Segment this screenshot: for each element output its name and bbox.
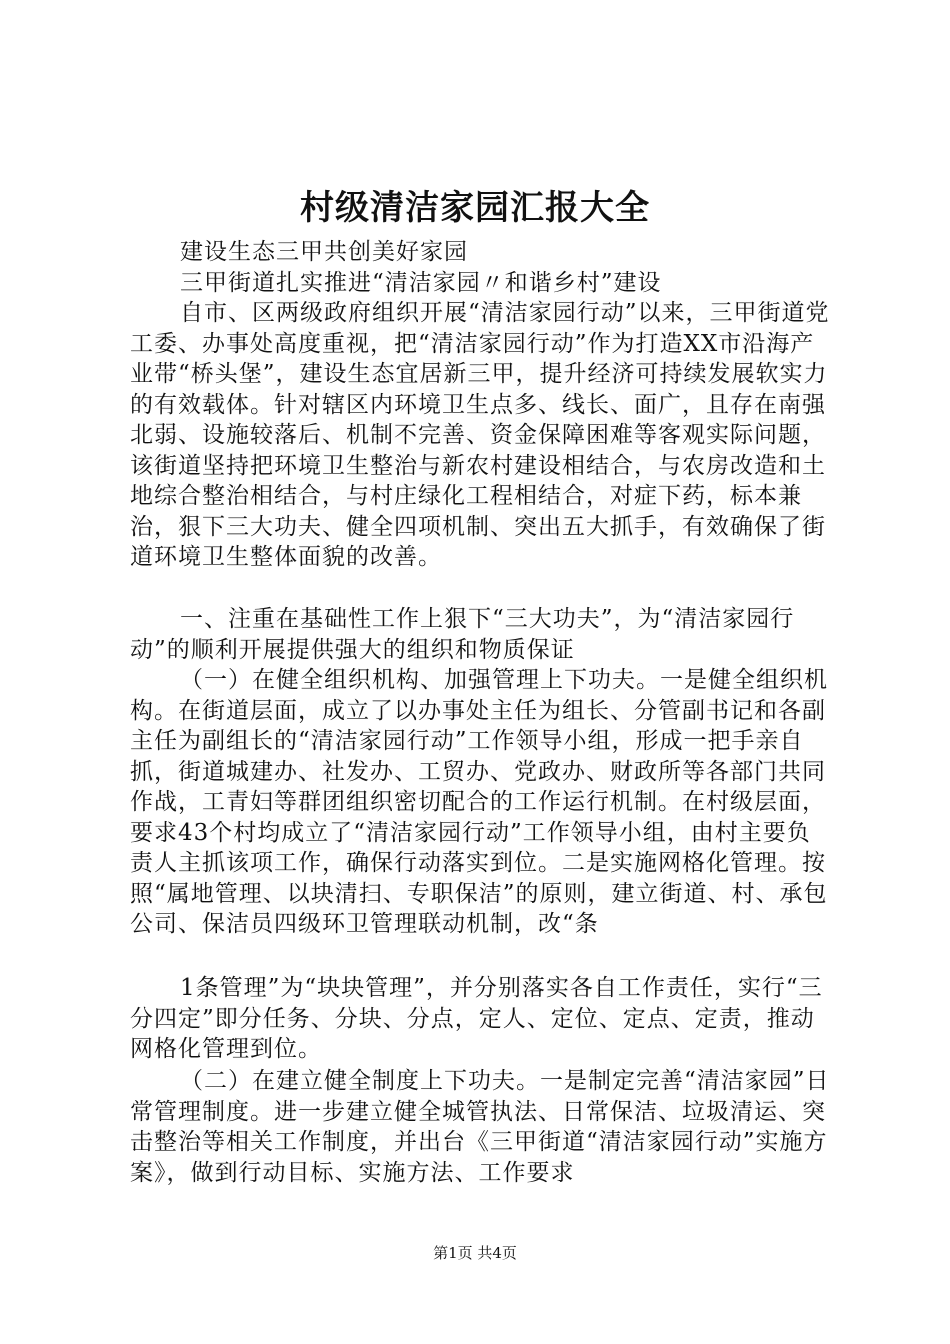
document-title: 村级清洁家园汇报大全 [300, 188, 650, 228]
page-number-footer: 第1页 共4页 [433, 1244, 517, 1262]
section-heading-1: 一、注重在基础性工作上狠下“三大功夫”，为“清洁家园行动”的顺利开展提供强大的组织和物质保证 [130, 606, 795, 663]
subsection-1-paragraph: （一）在健全组织机构、加强管理上下功夫。一是健全组织机构。在街道层面，成立了以办事处主任为组长、分管副书记和各副主任为副组长的“清洁家园行动”工作领导小组，形成一把手亲自抓，街道城建办、社发办、工贸办、党政办、财政所等各部门共同作战，工青妇等群团组织密切配合的工作运行机制。在村级层面，要求43个村均成立了“清洁家园行动”工作领导小组，由村主要负责人主抓该项工作，确保行动落实到位。二是实施网格化管理。按照“属地管理、以块清扫、专职保洁”的原则，建立街道、村、承包公司、保洁员四级环卫管理联动机制，改“条 [130, 667, 828, 937]
continuation-paragraph: 1条管理”为“块块管理”，并分别落实各自工作责任，实行“三分四定”即分任务、分块、分点，定人、定位、定点、定责，推动网格化管理到位。 [130, 975, 823, 1062]
intro-paragraph: 自市、区两级政府组织开展“清洁家园行动”以来，三甲街道党工委、办事处高度重视，把“清洁家园行动”作为打造XX市沿海产业带“桥头堡”，建设生态宜居新三甲，提升经济可持续发展软实力的有效载体。针对辖区内环境卫生点多、线长、面广，且存在南强北弱、设施较落后、机制不完善、资金保障困难等客观实际问题，该街道坚持把环境卫生整治与新农村建设相结合，与农房改造和土地综合整治相结合，与村庄绿化工程相结合，对症下药，标本兼治，狠下三大功夫、健全四项机制、突出五大抓手，有效确保了街道环境卫生整体面貌的改善。 [130, 300, 830, 570]
subtitle-line-1: 建设生态三甲共创美好家园 [180, 239, 468, 265]
subtitle-line-2: 三甲街道扎实推进“清洁家园〃和谐乡村”建设 [180, 270, 662, 296]
subsection-2-paragraph: （二）在建立健全制度上下功夫。一是制定完善“清洁家园”日常管理制度。进一步建立健全城管执法、日常保洁、垃圾清运、突击整治等相关工作制度，并出台《三甲街道“清洁家园行动”实施方案》，做到行动目标、实施方法、工作要求 [130, 1068, 830, 1186]
